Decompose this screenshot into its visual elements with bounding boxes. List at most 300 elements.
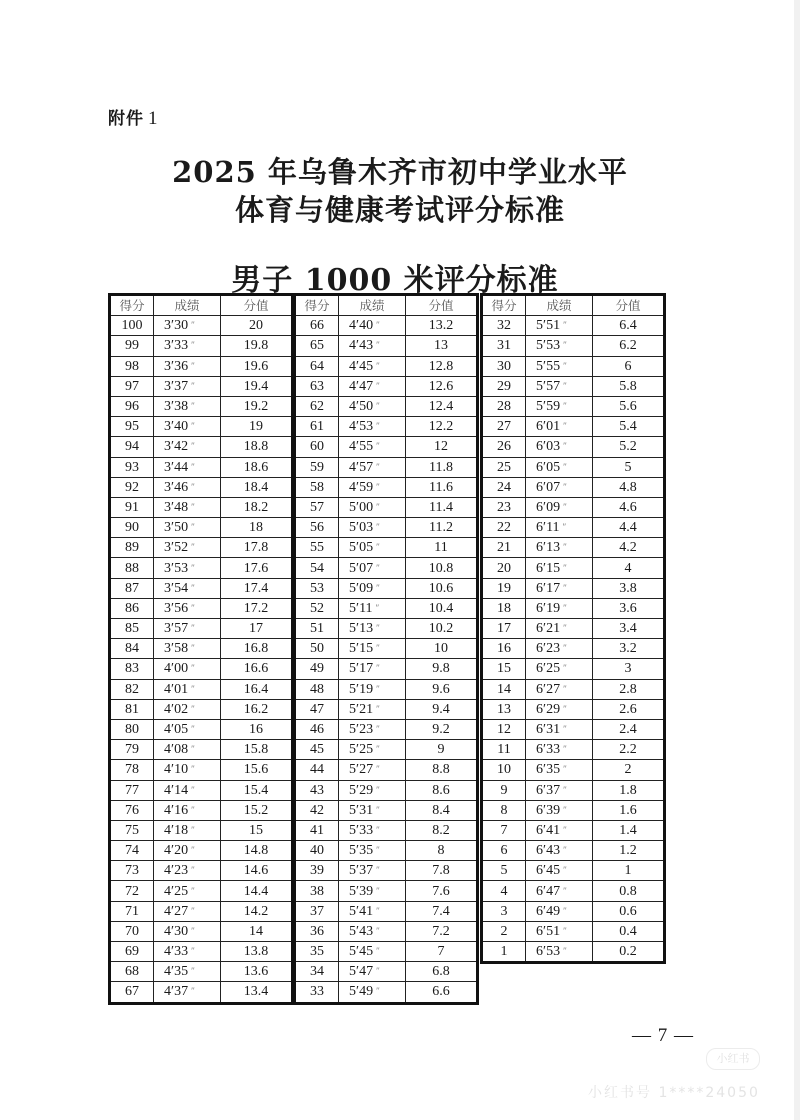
table-row — [295, 356, 478, 376]
table-row — [482, 336, 665, 356]
table-row — [110, 497, 293, 517]
attachment-text: 附件 — [108, 109, 144, 129]
points-cell: 9.8 — [406, 659, 478, 679]
table-row — [295, 861, 478, 881]
result-cell: 3′48 ″ — [154, 497, 221, 517]
table-row — [295, 477, 478, 497]
score-cell: 66 — [295, 316, 339, 336]
table-row — [110, 901, 293, 921]
score-cell: 61 — [295, 417, 339, 437]
score-cell: 79 — [110, 740, 154, 760]
table-row — [482, 820, 665, 840]
result-cell: 6′29 ″ — [526, 699, 593, 719]
points-cell: 10.8 — [406, 558, 478, 578]
points-cell: 0.8 — [593, 881, 665, 901]
score-cell: 37 — [295, 901, 339, 921]
table-row — [110, 558, 293, 578]
points-cell: 17.4 — [221, 578, 293, 598]
result-cell: 4′40 ″ — [339, 316, 406, 336]
points-cell: 14.2 — [221, 901, 293, 921]
result-cell: 6′19 ″ — [526, 598, 593, 618]
score-cell: 20 — [482, 558, 526, 578]
score-cell: 21 — [482, 538, 526, 558]
result-cell: 3′30 ″ — [154, 316, 221, 336]
points-cell: 9 — [406, 740, 478, 760]
table-row — [110, 356, 293, 376]
points-cell: 4.8 — [593, 477, 665, 497]
score-cell: 48 — [295, 679, 339, 699]
result-cell: 3′50 ″ — [154, 518, 221, 538]
score-cell: 44 — [295, 760, 339, 780]
result-cell: 6′43 ″ — [526, 841, 593, 861]
score-cell: 10 — [482, 760, 526, 780]
result-cell: 5′25 ″ — [339, 740, 406, 760]
points-cell: 12.8 — [406, 356, 478, 376]
table-row — [110, 942, 293, 962]
result-cell: 4′37 ″ — [154, 982, 221, 1003]
score-cell: 17 — [482, 619, 526, 639]
result-cell: 6′35 ″ — [526, 760, 593, 780]
points-cell: 1.6 — [593, 800, 665, 820]
table-row — [295, 518, 478, 538]
points-cell: 12.6 — [406, 376, 478, 396]
result-cell: 5′49 ″ — [339, 982, 406, 1003]
points-cell: 15 — [221, 820, 293, 840]
score-cell: 49 — [295, 659, 339, 679]
table-row — [110, 538, 293, 558]
score-cell: 71 — [110, 901, 154, 921]
score-cell: 83 — [110, 659, 154, 679]
score-cell: 86 — [110, 598, 154, 618]
points-cell: 8.2 — [406, 820, 478, 840]
result-cell: 6′21 ″ — [526, 619, 593, 639]
score-cell: 96 — [110, 396, 154, 416]
result-cell: 4′00 ″ — [154, 659, 221, 679]
result-cell: 4′47 ″ — [339, 376, 406, 396]
result-cell: 5′13 ″ — [339, 619, 406, 639]
table-row — [482, 719, 665, 739]
table-row — [110, 719, 293, 739]
points-cell: 11.2 — [406, 518, 478, 538]
table-row — [482, 558, 665, 578]
header-score: 得分 — [110, 295, 154, 316]
result-cell: 4′35 ″ — [154, 962, 221, 982]
result-cell: 5′17 ″ — [339, 659, 406, 679]
table-row — [295, 699, 478, 719]
score-cell: 87 — [110, 578, 154, 598]
score-cell: 59 — [295, 457, 339, 477]
table-header-row — [482, 295, 665, 316]
result-cell: 4′55 ″ — [339, 437, 406, 457]
score-cell: 93 — [110, 457, 154, 477]
result-cell: 6′53 ″ — [526, 942, 593, 963]
points-cell: 5.4 — [593, 417, 665, 437]
score-cell: 72 — [110, 881, 154, 901]
table-title: 男子 1000 米评分标准 — [231, 263, 559, 298]
points-cell: 16 — [221, 719, 293, 739]
table-row — [482, 396, 665, 416]
points-cell: 3 — [593, 659, 665, 679]
header-points: 分值 — [406, 295, 478, 316]
table-row — [295, 740, 478, 760]
points-cell: 19.4 — [221, 376, 293, 396]
points-cell: 12.4 — [406, 396, 478, 416]
result-cell: 5′59 ″ — [526, 396, 593, 416]
table-row — [482, 376, 665, 396]
result-cell: 3′52 ″ — [154, 538, 221, 558]
score-cell: 60 — [295, 437, 339, 457]
table-row — [110, 376, 293, 396]
table-row — [482, 538, 665, 558]
result-cell: 4′05 ″ — [154, 719, 221, 739]
table-row — [110, 477, 293, 497]
points-cell: 17.2 — [221, 598, 293, 618]
score-cell: 99 — [110, 336, 154, 356]
result-cell: 5′29 ″ — [339, 780, 406, 800]
result-cell: 4′20 ″ — [154, 841, 221, 861]
result-cell: 5′19 ″ — [339, 679, 406, 699]
points-cell: 19.2 — [221, 396, 293, 416]
result-cell: 5′57 ″ — [526, 376, 593, 396]
points-cell: 14.8 — [221, 841, 293, 861]
table-row — [482, 639, 665, 659]
header-score: 得分 — [295, 295, 339, 316]
table-row — [295, 962, 478, 982]
points-cell: 18.4 — [221, 477, 293, 497]
score-cell: 4 — [482, 881, 526, 901]
points-cell: 7.6 — [406, 881, 478, 901]
result-cell: 4′02 ″ — [154, 699, 221, 719]
score-cell: 62 — [295, 396, 339, 416]
score-cell: 100 — [110, 316, 154, 336]
score-cell: 63 — [295, 376, 339, 396]
result-cell: 5′15 ″ — [339, 639, 406, 659]
table-row — [482, 942, 665, 963]
points-cell: 1.2 — [593, 841, 665, 861]
points-cell: 3.4 — [593, 619, 665, 639]
score-cell: 23 — [482, 497, 526, 517]
score-cell: 88 — [110, 558, 154, 578]
table-row — [482, 901, 665, 921]
result-cell: 6′39 ″ — [526, 800, 593, 820]
points-cell: 15.4 — [221, 780, 293, 800]
table-row — [295, 719, 478, 739]
points-cell: 2 — [593, 760, 665, 780]
table-row — [110, 417, 293, 437]
result-cell: 4′08 ″ — [154, 740, 221, 760]
points-cell: 16.2 — [221, 699, 293, 719]
score-cell: 75 — [110, 820, 154, 840]
score-cell: 8 — [482, 800, 526, 820]
result-cell: 3′38 ″ — [154, 396, 221, 416]
score-cell: 34 — [295, 962, 339, 982]
table-row — [295, 538, 478, 558]
table-row — [482, 497, 665, 517]
points-cell: 8 — [406, 841, 478, 861]
points-cell: 10.2 — [406, 619, 478, 639]
points-cell: 19.8 — [221, 336, 293, 356]
points-cell: 7.8 — [406, 861, 478, 881]
points-cell: 16.6 — [221, 659, 293, 679]
points-cell: 9.2 — [406, 719, 478, 739]
table-row — [110, 437, 293, 457]
result-cell: 5′47 ″ — [339, 962, 406, 982]
score-cell: 82 — [110, 679, 154, 699]
result-cell: 5′11 ″ — [339, 598, 406, 618]
score-cell: 95 — [110, 417, 154, 437]
score-cell: 56 — [295, 518, 339, 538]
points-cell: 15.2 — [221, 800, 293, 820]
result-cell: 5′23 ″ — [339, 719, 406, 739]
score-cell: 33 — [295, 982, 339, 1003]
result-cell: 6′33 ″ — [526, 740, 593, 760]
table-row — [110, 578, 293, 598]
score-cell: 35 — [295, 942, 339, 962]
table-row — [482, 740, 665, 760]
score-cell: 7 — [482, 820, 526, 840]
points-cell: 16.8 — [221, 639, 293, 659]
attachment-number: 1 — [148, 108, 159, 129]
points-cell: 1 — [593, 861, 665, 881]
score-cell: 74 — [110, 841, 154, 861]
points-cell: 11.4 — [406, 497, 478, 517]
score-cell: 36 — [295, 921, 339, 941]
points-cell: 0.4 — [593, 921, 665, 941]
result-cell: 6′07 ″ — [526, 477, 593, 497]
header-points: 分值 — [221, 295, 293, 316]
table-row — [482, 518, 665, 538]
result-cell: 3′36 ″ — [154, 356, 221, 376]
table-row — [482, 659, 665, 679]
table-row — [110, 962, 293, 982]
table-row — [295, 942, 478, 962]
table-row — [482, 437, 665, 457]
points-cell: 18 — [221, 518, 293, 538]
points-cell: 13 — [406, 336, 478, 356]
result-cell: 6′27 ″ — [526, 679, 593, 699]
table-row — [482, 699, 665, 719]
result-cell: 4′43 ″ — [339, 336, 406, 356]
result-cell: 4′33 ″ — [154, 942, 221, 962]
table-row — [295, 820, 478, 840]
score-cell: 14 — [482, 679, 526, 699]
score-cell: 6 — [482, 841, 526, 861]
table-row — [110, 336, 293, 356]
result-cell: 6′37 ″ — [526, 780, 593, 800]
score-cell: 50 — [295, 639, 339, 659]
document-title-line2: 体育与健康考试评分标准 — [234, 193, 565, 227]
score-cell: 69 — [110, 942, 154, 962]
points-cell: 2.2 — [593, 740, 665, 760]
score-cell: 25 — [482, 457, 526, 477]
table-row — [482, 921, 665, 941]
table-row — [110, 316, 293, 336]
points-cell: 5.6 — [593, 396, 665, 416]
result-cell: 3′44 ″ — [154, 457, 221, 477]
points-cell: 15.8 — [221, 740, 293, 760]
points-cell: 11 — [406, 538, 478, 558]
result-cell: 3′54 ″ — [154, 578, 221, 598]
score-cell: 84 — [110, 639, 154, 659]
points-cell: 4 — [593, 558, 665, 578]
score-cell: 38 — [295, 881, 339, 901]
result-cell: 5′27 ″ — [339, 760, 406, 780]
table-row — [110, 841, 293, 861]
result-cell: 3′46 ″ — [154, 477, 221, 497]
points-cell: 6.4 — [593, 316, 665, 336]
result-cell: 3′37 ″ — [154, 376, 221, 396]
table-row — [110, 619, 293, 639]
score-cell: 40 — [295, 841, 339, 861]
score-cell: 1 — [482, 942, 526, 963]
result-cell: 4′30 ″ — [154, 921, 221, 941]
attachment-label — [108, 104, 159, 130]
score-cell: 2 — [482, 921, 526, 941]
points-cell: 5 — [593, 457, 665, 477]
score-cell: 18 — [482, 598, 526, 618]
points-cell: 3.8 — [593, 578, 665, 598]
points-cell: 12.2 — [406, 417, 478, 437]
result-cell: 4′16 ″ — [154, 800, 221, 820]
points-cell: 19 — [221, 417, 293, 437]
table-row — [110, 598, 293, 618]
points-cell: 18.2 — [221, 497, 293, 517]
result-cell: 4′59 ″ — [339, 477, 406, 497]
table-row — [110, 760, 293, 780]
score-cell: 32 — [482, 316, 526, 336]
points-cell: 11.8 — [406, 457, 478, 477]
result-cell: 3′53 ″ — [154, 558, 221, 578]
table-row — [295, 780, 478, 800]
points-cell: 3.2 — [593, 639, 665, 659]
result-cell: 4′01 ″ — [154, 679, 221, 699]
result-cell: 5′39 ″ — [339, 881, 406, 901]
header-result: 成绩 — [339, 295, 406, 316]
result-cell: 6′13 ″ — [526, 538, 593, 558]
result-cell: 6′25 ″ — [526, 659, 593, 679]
score-cell: 16 — [482, 639, 526, 659]
table-row — [295, 901, 478, 921]
result-cell: 6′47 ″ — [526, 881, 593, 901]
table-row — [295, 497, 478, 517]
score-cell: 19 — [482, 578, 526, 598]
score-cell: 51 — [295, 619, 339, 639]
score-table-block-1 — [108, 293, 294, 1005]
table-row — [295, 982, 478, 1003]
points-cell: 9.4 — [406, 699, 478, 719]
points-cell: 0.2 — [593, 942, 665, 963]
score-cell: 90 — [110, 518, 154, 538]
result-cell: 6′09 ″ — [526, 497, 593, 517]
result-cell: 5′03 ″ — [339, 518, 406, 538]
result-cell: 3′56 ″ — [154, 598, 221, 618]
points-cell: 8.8 — [406, 760, 478, 780]
result-cell: 5′00 ″ — [339, 497, 406, 517]
result-cell: 5′35 ″ — [339, 841, 406, 861]
result-cell: 4′45 ″ — [339, 356, 406, 376]
header-result: 成绩 — [154, 295, 221, 316]
table-row — [110, 518, 293, 538]
score-cell: 11 — [482, 740, 526, 760]
points-cell: 7.4 — [406, 901, 478, 921]
points-cell: 18.6 — [221, 457, 293, 477]
table-header-row — [295, 295, 478, 316]
table-row — [482, 457, 665, 477]
points-cell: 4.4 — [593, 518, 665, 538]
page-number: — 7 — — [632, 1025, 694, 1046]
score-cell: 68 — [110, 962, 154, 982]
score-cell: 65 — [295, 336, 339, 356]
score-cell: 91 — [110, 497, 154, 517]
result-cell: 3′33 ″ — [154, 336, 221, 356]
result-cell: 5′41 ″ — [339, 901, 406, 921]
points-cell: 0.6 — [593, 901, 665, 921]
score-cell: 76 — [110, 800, 154, 820]
result-cell: 5′31 ″ — [339, 800, 406, 820]
score-cell: 52 — [295, 598, 339, 618]
document-title-line1: 2025 年乌鲁木齐市初中学业水平 — [172, 155, 628, 189]
score-cell: 39 — [295, 861, 339, 881]
result-cell: 3′42 ″ — [154, 437, 221, 457]
points-cell: 2.4 — [593, 719, 665, 739]
score-cell: 9 — [482, 780, 526, 800]
table-row — [110, 659, 293, 679]
table-row — [110, 639, 293, 659]
result-cell: 5′37 ″ — [339, 861, 406, 881]
result-cell: 6′51 ″ — [526, 921, 593, 941]
table-row — [110, 740, 293, 760]
points-cell: 20 — [221, 316, 293, 336]
table-row — [110, 861, 293, 881]
score-cell: 85 — [110, 619, 154, 639]
table-row — [110, 921, 293, 941]
table-row — [295, 619, 478, 639]
points-cell: 15.6 — [221, 760, 293, 780]
score-cell: 22 — [482, 518, 526, 538]
result-cell: 5′05 ″ — [339, 538, 406, 558]
points-cell: 10 — [406, 639, 478, 659]
table-row — [110, 699, 293, 719]
result-cell: 6′31 ″ — [526, 719, 593, 739]
result-cell: 6′45 ″ — [526, 861, 593, 881]
points-cell: 6.2 — [593, 336, 665, 356]
points-cell: 4.2 — [593, 538, 665, 558]
result-cell: 5′07 ″ — [339, 558, 406, 578]
table-row — [295, 679, 478, 699]
points-cell: 8.4 — [406, 800, 478, 820]
points-cell: 10.6 — [406, 578, 478, 598]
points-cell: 13.2 — [406, 316, 478, 336]
points-cell: 5.8 — [593, 376, 665, 396]
points-cell: 11.6 — [406, 477, 478, 497]
score-cell: 47 — [295, 699, 339, 719]
table-row — [295, 760, 478, 780]
score-cell: 81 — [110, 699, 154, 719]
points-cell: 6.6 — [406, 982, 478, 1003]
table-row — [482, 598, 665, 618]
result-cell: 3′58 ″ — [154, 639, 221, 659]
table-row — [482, 861, 665, 881]
table-row — [482, 881, 665, 901]
result-cell: 5′53 ″ — [526, 336, 593, 356]
table-row — [295, 376, 478, 396]
table-row — [295, 316, 478, 336]
table-row — [295, 457, 478, 477]
score-cell: 46 — [295, 719, 339, 739]
result-cell: 6′03 ″ — [526, 437, 593, 457]
points-cell: 17 — [221, 619, 293, 639]
result-cell: 5′43 ″ — [339, 921, 406, 941]
